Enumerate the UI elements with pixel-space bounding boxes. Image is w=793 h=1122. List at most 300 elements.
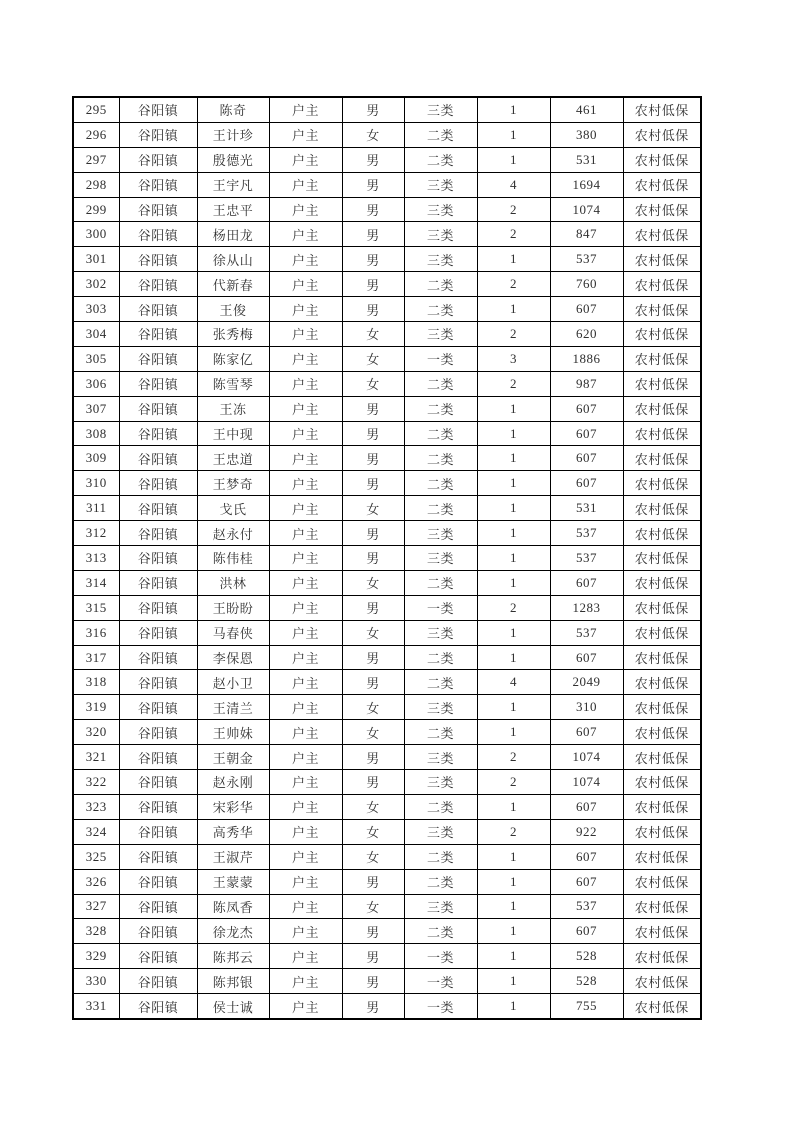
table-cell: 三类 bbox=[404, 197, 477, 222]
table-cell: 326 bbox=[73, 869, 119, 894]
table-cell: 李保恩 bbox=[197, 645, 269, 670]
table-cell: 330 bbox=[73, 969, 119, 994]
table-cell: 农村低保 bbox=[623, 297, 701, 322]
table-cell: 324 bbox=[73, 819, 119, 844]
table-cell: 徐从山 bbox=[197, 247, 269, 272]
table-row bbox=[73, 496, 701, 521]
table-cell: 1 bbox=[477, 570, 550, 595]
table-cell: 女 bbox=[342, 794, 404, 819]
table-cell: 1 bbox=[477, 521, 550, 546]
table-cell: 谷阳镇 bbox=[119, 97, 197, 122]
table-cell: 谷阳镇 bbox=[119, 645, 197, 670]
table-cell: 329 bbox=[73, 944, 119, 969]
table-row bbox=[73, 770, 701, 795]
table-row bbox=[73, 147, 701, 172]
table-row bbox=[73, 421, 701, 446]
table-cell: 303 bbox=[73, 297, 119, 322]
table-row bbox=[73, 322, 701, 347]
table-cell: 农村低保 bbox=[623, 745, 701, 770]
table-cell: 620 bbox=[550, 322, 623, 347]
table-cell: 317 bbox=[73, 645, 119, 670]
table-cell: 325 bbox=[73, 844, 119, 869]
table-cell: 307 bbox=[73, 396, 119, 421]
table-row bbox=[73, 969, 701, 994]
table-cell: 二类 bbox=[404, 570, 477, 595]
table-cell: 1 bbox=[477, 919, 550, 944]
table-cell: 女 bbox=[342, 844, 404, 869]
table-cell: 谷阳镇 bbox=[119, 197, 197, 222]
table-cell: 户主 bbox=[269, 595, 342, 620]
table-cell: 607 bbox=[550, 421, 623, 446]
table-cell: 男 bbox=[342, 297, 404, 322]
table-cell: 农村低保 bbox=[623, 670, 701, 695]
table-cell: 528 bbox=[550, 944, 623, 969]
table-cell: 戈氏 bbox=[197, 496, 269, 521]
table-cell: 531 bbox=[550, 147, 623, 172]
table-cell: 农村低保 bbox=[623, 471, 701, 496]
table-cell: 谷阳镇 bbox=[119, 994, 197, 1019]
table-cell: 男 bbox=[342, 944, 404, 969]
table-cell: 男 bbox=[342, 595, 404, 620]
table-cell: 755 bbox=[550, 994, 623, 1019]
table-cell: 女 bbox=[342, 371, 404, 396]
table-cell: 一类 bbox=[404, 595, 477, 620]
table-cell: 1 bbox=[477, 645, 550, 670]
table-cell: 户主 bbox=[269, 421, 342, 446]
table-cell: 农村低保 bbox=[623, 969, 701, 994]
table-cell: 农村低保 bbox=[623, 147, 701, 172]
table-cell: 户主 bbox=[269, 794, 342, 819]
table-cell: 谷阳镇 bbox=[119, 546, 197, 571]
table-cell: 王朝金 bbox=[197, 745, 269, 770]
table-cell: 二类 bbox=[404, 645, 477, 670]
table-cell: 315 bbox=[73, 595, 119, 620]
table-cell: 农村低保 bbox=[623, 819, 701, 844]
table-cell: 谷阳镇 bbox=[119, 297, 197, 322]
table-cell: 男 bbox=[342, 197, 404, 222]
table-cell: 1886 bbox=[550, 346, 623, 371]
table-cell: 农村低保 bbox=[623, 546, 701, 571]
table-cell: 1 bbox=[477, 471, 550, 496]
table-cell: 2 bbox=[477, 272, 550, 297]
table-cell: 1074 bbox=[550, 197, 623, 222]
table-cell: 王清兰 bbox=[197, 695, 269, 720]
table-cell: 农村低保 bbox=[623, 97, 701, 122]
table-cell: 607 bbox=[550, 645, 623, 670]
table-cell: 女 bbox=[342, 695, 404, 720]
table-cell: 户主 bbox=[269, 471, 342, 496]
table-cell: 1283 bbox=[550, 595, 623, 620]
table-cell: 3 bbox=[477, 346, 550, 371]
table-cell: 321 bbox=[73, 745, 119, 770]
table-cell: 308 bbox=[73, 421, 119, 446]
table-cell: 谷阳镇 bbox=[119, 919, 197, 944]
table-cell: 陈家亿 bbox=[197, 346, 269, 371]
table-cell: 2 bbox=[477, 819, 550, 844]
table-cell: 537 bbox=[550, 546, 623, 571]
table-cell: 1 bbox=[477, 421, 550, 446]
table-cell: 327 bbox=[73, 894, 119, 919]
table-cell: 537 bbox=[550, 620, 623, 645]
table-cell: 农村低保 bbox=[623, 222, 701, 247]
table-cell: 谷阳镇 bbox=[119, 570, 197, 595]
table-cell: 张秀梅 bbox=[197, 322, 269, 347]
table-row bbox=[73, 446, 701, 471]
table-cell: 农村低保 bbox=[623, 595, 701, 620]
table-cell: 二类 bbox=[404, 297, 477, 322]
table-cell: 607 bbox=[550, 570, 623, 595]
table-cell: 谷阳镇 bbox=[119, 869, 197, 894]
table-cell: 1074 bbox=[550, 770, 623, 795]
table-cell: 王宇凡 bbox=[197, 172, 269, 197]
table-cell: 二类 bbox=[404, 919, 477, 944]
table-cell: 农村低保 bbox=[623, 844, 701, 869]
table-cell: 王中现 bbox=[197, 421, 269, 446]
table-cell: 女 bbox=[342, 122, 404, 147]
table-cell: 谷阳镇 bbox=[119, 147, 197, 172]
table-row bbox=[73, 794, 701, 819]
table-cell: 380 bbox=[550, 122, 623, 147]
table-cell: 2 bbox=[477, 745, 550, 770]
table-cell: 323 bbox=[73, 794, 119, 819]
table-row bbox=[73, 844, 701, 869]
table-cell: 310 bbox=[73, 471, 119, 496]
table-cell: 1 bbox=[477, 969, 550, 994]
table-cell: 男 bbox=[342, 172, 404, 197]
table-cell: 1 bbox=[477, 720, 550, 745]
table-cell: 一类 bbox=[404, 969, 477, 994]
table-cell: 户主 bbox=[269, 446, 342, 471]
table-cell: 农村低保 bbox=[623, 570, 701, 595]
table-cell: 1694 bbox=[550, 172, 623, 197]
table-cell: 农村低保 bbox=[623, 869, 701, 894]
table-cell: 王蒙蒙 bbox=[197, 869, 269, 894]
table-row bbox=[73, 521, 701, 546]
table-cell: 王计珍 bbox=[197, 122, 269, 147]
table-row bbox=[73, 595, 701, 620]
table-cell: 谷阳镇 bbox=[119, 122, 197, 147]
table-cell: 户主 bbox=[269, 620, 342, 645]
table-cell: 女 bbox=[342, 322, 404, 347]
table-cell: 二类 bbox=[404, 471, 477, 496]
table-cell: 1 bbox=[477, 122, 550, 147]
table-cell: 农村低保 bbox=[623, 247, 701, 272]
table-cell: 谷阳镇 bbox=[119, 322, 197, 347]
table-cell: 宋彩华 bbox=[197, 794, 269, 819]
table-cell: 女 bbox=[342, 720, 404, 745]
table-cell: 318 bbox=[73, 670, 119, 695]
table-cell: 赵永刚 bbox=[197, 770, 269, 795]
table-cell: 女 bbox=[342, 819, 404, 844]
table-cell: 赵小卫 bbox=[197, 670, 269, 695]
table-cell: 1 bbox=[477, 496, 550, 521]
table-row bbox=[73, 720, 701, 745]
table-cell: 528 bbox=[550, 969, 623, 994]
table-cell: 户主 bbox=[269, 322, 342, 347]
table-cell: 马春侠 bbox=[197, 620, 269, 645]
table-cell: 607 bbox=[550, 794, 623, 819]
table-cell: 谷阳镇 bbox=[119, 496, 197, 521]
table-cell: 607 bbox=[550, 869, 623, 894]
table-row bbox=[73, 620, 701, 645]
table-row bbox=[73, 994, 701, 1019]
table-cell: 331 bbox=[73, 994, 119, 1019]
table-cell: 农村低保 bbox=[623, 496, 701, 521]
table-cell: 男 bbox=[342, 147, 404, 172]
table-cell: 1 bbox=[477, 247, 550, 272]
table-cell: 王忠道 bbox=[197, 446, 269, 471]
table-cell: 殷德光 bbox=[197, 147, 269, 172]
table-cell: 男 bbox=[342, 396, 404, 421]
table-row bbox=[73, 172, 701, 197]
table-cell: 306 bbox=[73, 371, 119, 396]
table-cell: 农村低保 bbox=[623, 645, 701, 670]
table-cell: 农村低保 bbox=[623, 371, 701, 396]
table-cell: 309 bbox=[73, 446, 119, 471]
table-cell: 户主 bbox=[269, 570, 342, 595]
table-row bbox=[73, 222, 701, 247]
table-cell: 三类 bbox=[404, 521, 477, 546]
table-cell: 男 bbox=[342, 97, 404, 122]
table-cell: 922 bbox=[550, 819, 623, 844]
table-cell: 2 bbox=[477, 322, 550, 347]
table-cell: 三类 bbox=[404, 97, 477, 122]
table-cell: 295 bbox=[73, 97, 119, 122]
table-row bbox=[73, 944, 701, 969]
table-cell: 男 bbox=[342, 421, 404, 446]
table-cell: 户主 bbox=[269, 222, 342, 247]
table-cell: 三类 bbox=[404, 322, 477, 347]
table-cell: 谷阳镇 bbox=[119, 620, 197, 645]
table-row bbox=[73, 272, 701, 297]
table-cell: 1 bbox=[477, 97, 550, 122]
table-cell: 三类 bbox=[404, 894, 477, 919]
table-cell: 二类 bbox=[404, 496, 477, 521]
table-cell: 谷阳镇 bbox=[119, 770, 197, 795]
table-cell: 户主 bbox=[269, 122, 342, 147]
table-cell: 男 bbox=[342, 670, 404, 695]
table-cell: 二类 bbox=[404, 421, 477, 446]
table-cell: 王盼盼 bbox=[197, 595, 269, 620]
table-cell: 女 bbox=[342, 620, 404, 645]
table-cell: 299 bbox=[73, 197, 119, 222]
table-cell: 男 bbox=[342, 272, 404, 297]
table-row bbox=[73, 122, 701, 147]
table-cell: 户主 bbox=[269, 147, 342, 172]
table-cell: 297 bbox=[73, 147, 119, 172]
table-cell: 谷阳镇 bbox=[119, 346, 197, 371]
table-cell: 296 bbox=[73, 122, 119, 147]
table-cell: 户主 bbox=[269, 97, 342, 122]
table-cell: 女 bbox=[342, 346, 404, 371]
table-cell: 农村低保 bbox=[623, 272, 701, 297]
table-cell: 户主 bbox=[269, 944, 342, 969]
table-cell: 户主 bbox=[269, 172, 342, 197]
table-row bbox=[73, 371, 701, 396]
table-cell: 304 bbox=[73, 322, 119, 347]
table-cell: 二类 bbox=[404, 794, 477, 819]
table-cell: 户主 bbox=[269, 695, 342, 720]
table-cell: 1074 bbox=[550, 745, 623, 770]
table-cell: 2 bbox=[477, 595, 550, 620]
table-cell: 农村低保 bbox=[623, 421, 701, 446]
table-cell: 户主 bbox=[269, 894, 342, 919]
table-cell: 607 bbox=[550, 471, 623, 496]
table-cell: 1 bbox=[477, 446, 550, 471]
table-cell: 1 bbox=[477, 147, 550, 172]
table-cell: 谷阳镇 bbox=[119, 720, 197, 745]
table-cell: 847 bbox=[550, 222, 623, 247]
table-cell: 农村低保 bbox=[623, 919, 701, 944]
table-cell: 谷阳镇 bbox=[119, 172, 197, 197]
table-cell: 760 bbox=[550, 272, 623, 297]
table-cell: 320 bbox=[73, 720, 119, 745]
table-cell: 户主 bbox=[269, 969, 342, 994]
table-cell: 2049 bbox=[550, 670, 623, 695]
table-cell: 三类 bbox=[404, 247, 477, 272]
table-cell: 谷阳镇 bbox=[119, 446, 197, 471]
table-cell: 农村低保 bbox=[623, 794, 701, 819]
table-cell: 农村低保 bbox=[623, 346, 701, 371]
table-cell: 谷阳镇 bbox=[119, 745, 197, 770]
table-cell: 陈邦银 bbox=[197, 969, 269, 994]
table-row bbox=[73, 471, 701, 496]
table-cell: 陈奇 bbox=[197, 97, 269, 122]
table-row bbox=[73, 745, 701, 770]
table-cell: 一类 bbox=[404, 944, 477, 969]
table-cell: 农村低保 bbox=[623, 521, 701, 546]
table-cell: 王冻 bbox=[197, 396, 269, 421]
table-cell: 二类 bbox=[404, 272, 477, 297]
table-cell: 户主 bbox=[269, 297, 342, 322]
table-cell: 男 bbox=[342, 994, 404, 1019]
table-cell: 322 bbox=[73, 770, 119, 795]
table-row bbox=[73, 819, 701, 844]
table-cell: 男 bbox=[342, 222, 404, 247]
table-cell: 户主 bbox=[269, 346, 342, 371]
table-cell: 461 bbox=[550, 97, 623, 122]
table-cell: 三类 bbox=[404, 745, 477, 770]
table-cell: 谷阳镇 bbox=[119, 969, 197, 994]
table-cell: 1 bbox=[477, 869, 550, 894]
table-row bbox=[73, 297, 701, 322]
table-cell: 谷阳镇 bbox=[119, 396, 197, 421]
welfare-roster-table bbox=[72, 96, 702, 1020]
table-row bbox=[73, 396, 701, 421]
table-cell: 311 bbox=[73, 496, 119, 521]
table-cell: 王帅妹 bbox=[197, 720, 269, 745]
table-cell: 农村低保 bbox=[623, 944, 701, 969]
table-cell: 农村低保 bbox=[623, 197, 701, 222]
table-cell: 二类 bbox=[404, 396, 477, 421]
table-cell: 328 bbox=[73, 919, 119, 944]
table-cell: 302 bbox=[73, 272, 119, 297]
table-cell: 298 bbox=[73, 172, 119, 197]
table-cell: 1 bbox=[477, 894, 550, 919]
table-cell: 谷阳镇 bbox=[119, 371, 197, 396]
table-cell: 王忠平 bbox=[197, 197, 269, 222]
table-cell: 二类 bbox=[404, 869, 477, 894]
table-row bbox=[73, 869, 701, 894]
table-cell: 1 bbox=[477, 546, 550, 571]
table-cell: 女 bbox=[342, 894, 404, 919]
table-cell: 1 bbox=[477, 844, 550, 869]
table-cell: 1 bbox=[477, 396, 550, 421]
table-cell: 三类 bbox=[404, 620, 477, 645]
table-cell: 陈雪琴 bbox=[197, 371, 269, 396]
table-cell: 谷阳镇 bbox=[119, 595, 197, 620]
welfare-roster-table-body bbox=[73, 97, 701, 1019]
table-cell: 户主 bbox=[269, 720, 342, 745]
table-cell: 男 bbox=[342, 471, 404, 496]
table-cell: 一类 bbox=[404, 346, 477, 371]
table-cell: 陈凤香 bbox=[197, 894, 269, 919]
table-row bbox=[73, 247, 701, 272]
table-cell: 赵永付 bbox=[197, 521, 269, 546]
table-row bbox=[73, 97, 701, 122]
table-cell: 杨田龙 bbox=[197, 222, 269, 247]
table-cell: 户主 bbox=[269, 819, 342, 844]
table-row bbox=[73, 670, 701, 695]
table-cell: 三类 bbox=[404, 546, 477, 571]
table-cell: 607 bbox=[550, 844, 623, 869]
table-cell: 三类 bbox=[404, 172, 477, 197]
table-cell: 高秀华 bbox=[197, 819, 269, 844]
table-cell: 洪林 bbox=[197, 570, 269, 595]
table-row bbox=[73, 346, 701, 371]
table-cell: 农村低保 bbox=[623, 396, 701, 421]
table-cell: 女 bbox=[342, 496, 404, 521]
table-cell: 户主 bbox=[269, 396, 342, 421]
table-cell: 二类 bbox=[404, 122, 477, 147]
table-cell: 男 bbox=[342, 969, 404, 994]
table-cell: 王淑芹 bbox=[197, 844, 269, 869]
table-cell: 537 bbox=[550, 894, 623, 919]
table-cell: 农村低保 bbox=[623, 994, 701, 1019]
table-cell: 607 bbox=[550, 720, 623, 745]
table-cell: 农村低保 bbox=[623, 322, 701, 347]
table-cell: 谷阳镇 bbox=[119, 844, 197, 869]
table-cell: 男 bbox=[342, 770, 404, 795]
table-row bbox=[73, 645, 701, 670]
table-cell: 1 bbox=[477, 994, 550, 1019]
table-cell: 徐龙杰 bbox=[197, 919, 269, 944]
table-cell: 2 bbox=[477, 770, 550, 795]
table-cell: 2 bbox=[477, 222, 550, 247]
table-cell: 一类 bbox=[404, 994, 477, 1019]
table-cell: 户主 bbox=[269, 745, 342, 770]
table-row bbox=[73, 695, 701, 720]
table-cell: 537 bbox=[550, 521, 623, 546]
table-cell: 301 bbox=[73, 247, 119, 272]
table-cell: 农村低保 bbox=[623, 172, 701, 197]
table-cell: 男 bbox=[342, 521, 404, 546]
table-cell: 三类 bbox=[404, 222, 477, 247]
table-cell: 300 bbox=[73, 222, 119, 247]
table-cell: 农村低保 bbox=[623, 620, 701, 645]
table-cell: 户主 bbox=[269, 371, 342, 396]
table-cell: 316 bbox=[73, 620, 119, 645]
table-cell: 代新春 bbox=[197, 272, 269, 297]
table-cell: 户主 bbox=[269, 844, 342, 869]
table-cell: 王俊 bbox=[197, 297, 269, 322]
table-cell: 谷阳镇 bbox=[119, 670, 197, 695]
table-cell: 537 bbox=[550, 247, 623, 272]
table-cell: 农村低保 bbox=[623, 720, 701, 745]
table-cell: 谷阳镇 bbox=[119, 944, 197, 969]
table-cell: 陈邦云 bbox=[197, 944, 269, 969]
table-cell: 男 bbox=[342, 919, 404, 944]
